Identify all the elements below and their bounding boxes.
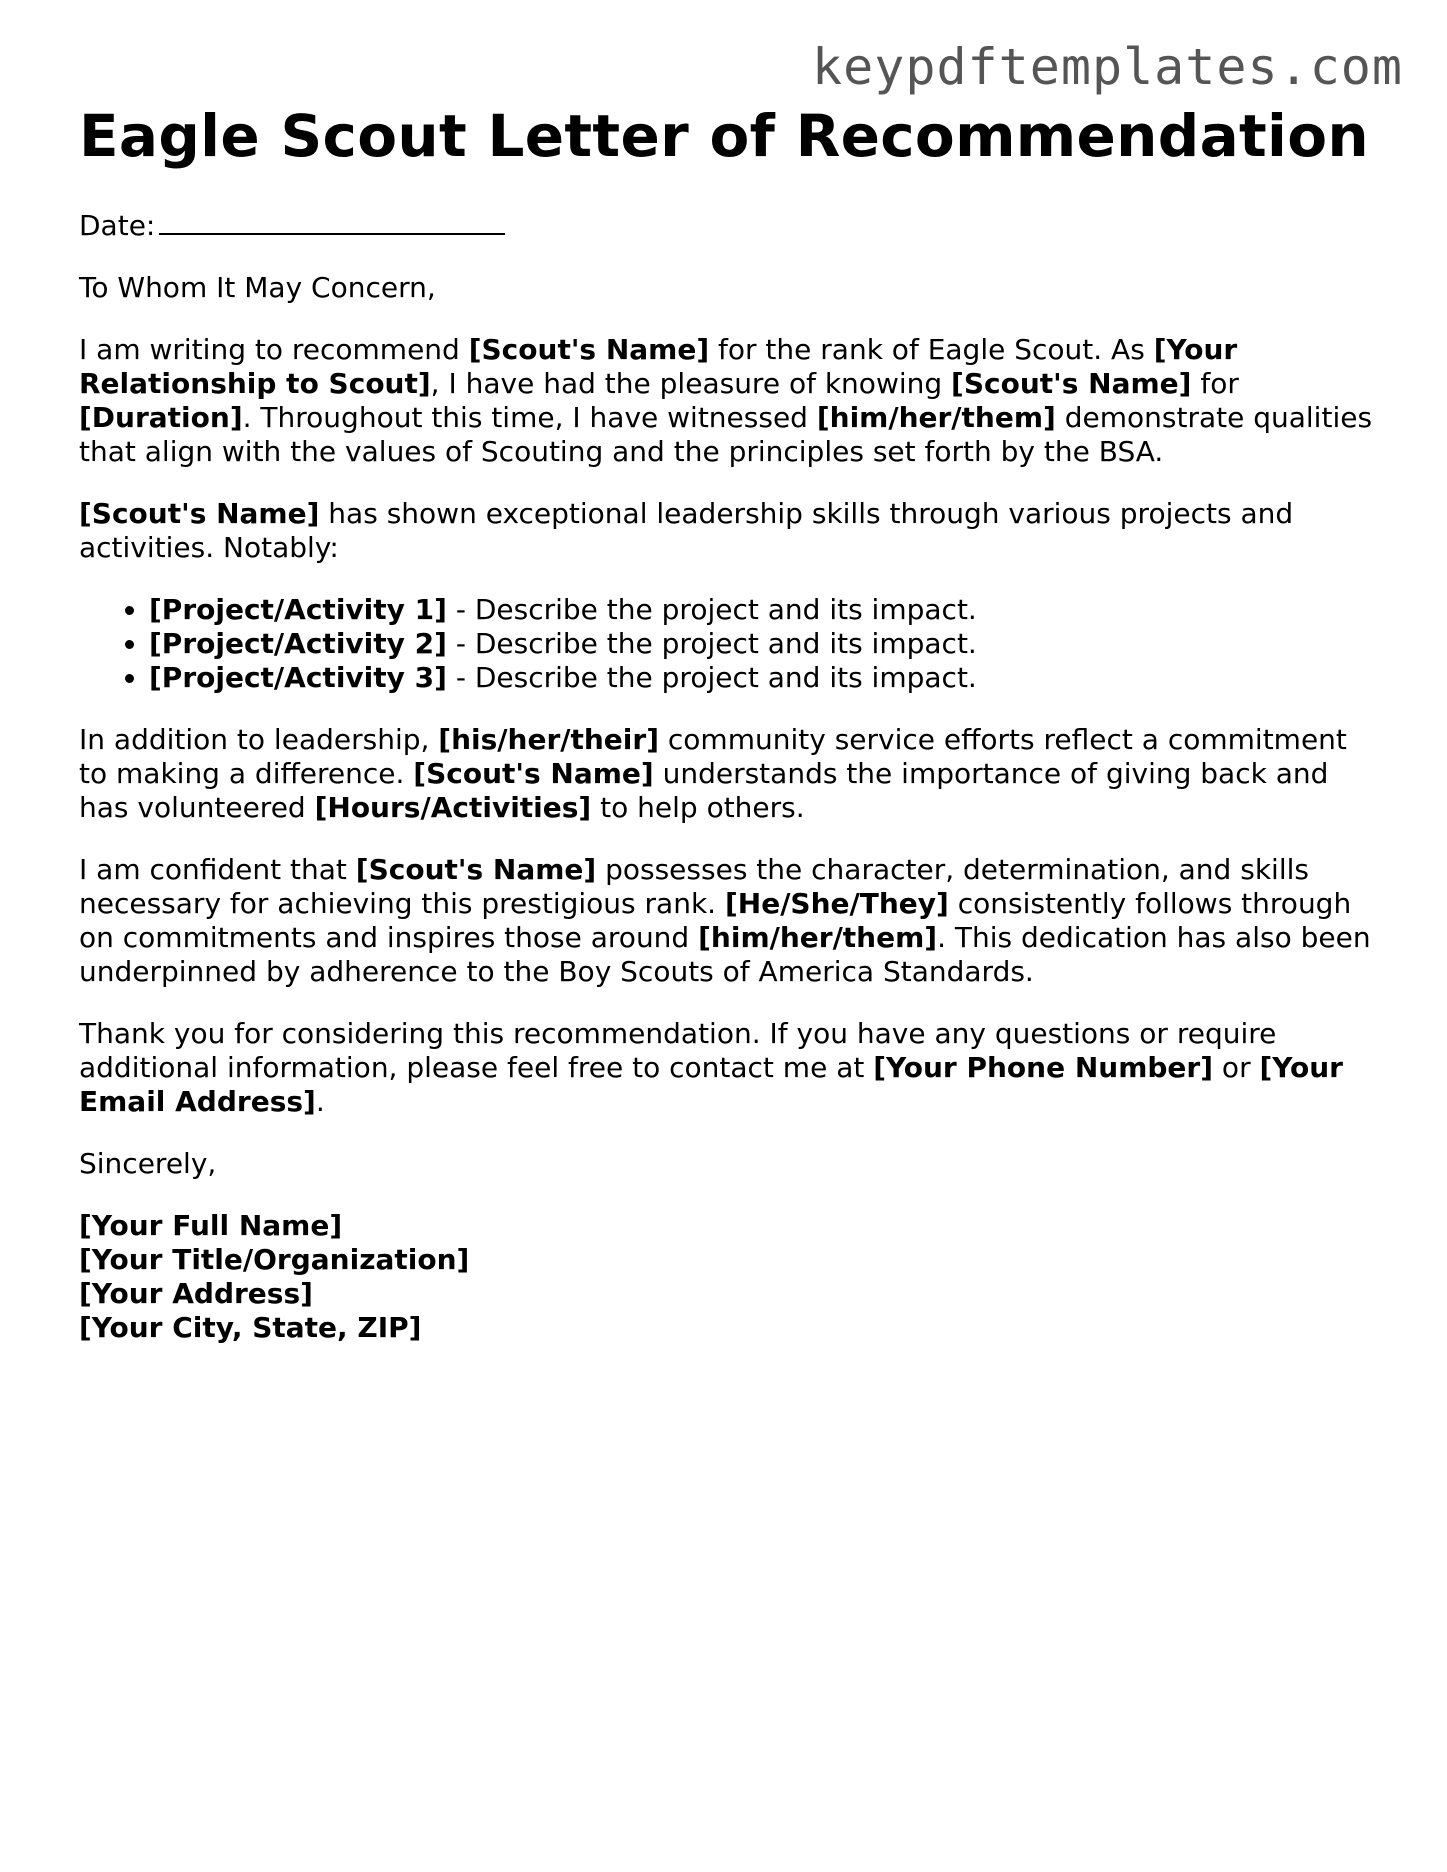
text: In addition to leadership, xyxy=(79,723,439,756)
site-watermark: keypdftemplates.com xyxy=(812,38,1403,96)
text: Thank you for considering this recommendation. If you have any questions or require additional information, please feel free to contact me at xyxy=(79,1017,1277,1084)
text: . xyxy=(315,1085,325,1118)
text: I am writing to recommend xyxy=(79,333,469,366)
letter-page xyxy=(79,100,1379,1345)
placeholder-duration: [Duration] xyxy=(79,401,243,434)
text: - Describe the project and its impact. xyxy=(446,593,977,626)
text: - Describe the project and its impact. xyxy=(446,661,977,694)
text: or xyxy=(1213,1051,1260,1084)
date-label: Date: xyxy=(79,209,156,242)
service-paragraph xyxy=(79,723,1379,825)
placeholder-pronoun: [him/her/them] xyxy=(698,921,938,954)
closing: Sincerely, xyxy=(79,1147,217,1180)
greeting: To Whom It May Concern, xyxy=(79,271,436,304)
text: for the rank of Eagle Scout. As xyxy=(709,333,1154,366)
placeholder-phone: [Your Phone Number] xyxy=(873,1051,1214,1084)
placeholder-pronoun: [him/her/them] xyxy=(816,401,1056,434)
text: possesses the character, determination, and skills necessary for achieving this prestigious rank. xyxy=(79,853,1309,920)
leadership-paragraph xyxy=(79,497,1379,565)
text: for xyxy=(1191,367,1239,400)
placeholder-scout-name: [Scout's Name] xyxy=(413,757,654,790)
signature-name: [Your Full Name] xyxy=(79,1209,343,1242)
text: has shown exceptional leadership skills through various projects and activities. Notably: xyxy=(79,497,1294,564)
placeholder-scout-name: [Scout's Name] xyxy=(468,333,710,366)
signature-address: [Your Address] xyxy=(79,1277,313,1310)
placeholder-project: [Project/Activity 2] xyxy=(149,627,447,660)
text: , I have had the pleasure of knowing xyxy=(430,367,952,400)
placeholder-project: [Project/Activity 3] xyxy=(149,661,447,694)
date-field[interactable] xyxy=(159,206,505,235)
confidence-paragraph xyxy=(79,853,1379,989)
date-line xyxy=(79,206,1379,243)
text: to help others. xyxy=(591,791,805,824)
contact-paragraph xyxy=(79,1017,1379,1119)
placeholder-pronoun: [He/She/They] xyxy=(724,887,949,920)
placeholder-email: [Your Email Address] xyxy=(79,1051,1343,1118)
page-title: Eagle Scout Letter of Recommendation xyxy=(79,102,1369,170)
text: I am confident that xyxy=(79,853,356,886)
text: understands the importance of giving back and has volunteered xyxy=(79,757,1329,824)
placeholder-relationship: [Your Relationship to Scout] xyxy=(79,333,1238,400)
signature-city: [Your City, State, ZIP] xyxy=(79,1311,422,1344)
signature-block xyxy=(79,1209,1379,1345)
placeholder-project: [Project/Activity 1] xyxy=(149,593,447,626)
list-item xyxy=(149,627,1379,661)
text: . Throughout this time, I have witnessed xyxy=(242,401,817,434)
list-item xyxy=(149,593,1379,627)
text: community service efforts reflect a commitment to making a difference. xyxy=(79,723,1347,790)
placeholder-pronoun: [his/her/their] xyxy=(438,723,659,756)
intro-paragraph xyxy=(79,333,1379,469)
signature-title: [Your Title/Organization] xyxy=(79,1243,470,1276)
text: - Describe the project and its impact. xyxy=(446,627,977,660)
placeholder-scout-name: [Scout's Name] xyxy=(951,367,1192,400)
text: demonstrate qualities that align with the values of Scouting and the principles set forth by the BSA. xyxy=(79,401,1373,468)
placeholder-hours: [Hours/Activities] xyxy=(314,791,592,824)
placeholder-scout-name: [Scout's Name] xyxy=(355,853,597,886)
text: . This dedication has also been underpinned by adherence to the Boy Scouts of America Standards. xyxy=(79,921,1371,988)
placeholder-scout-name: [Scout's Name] xyxy=(79,497,320,530)
list-item xyxy=(149,661,1379,695)
project-list xyxy=(79,593,1379,695)
text: consistently follows through on commitments and inspires those around xyxy=(79,887,1352,954)
